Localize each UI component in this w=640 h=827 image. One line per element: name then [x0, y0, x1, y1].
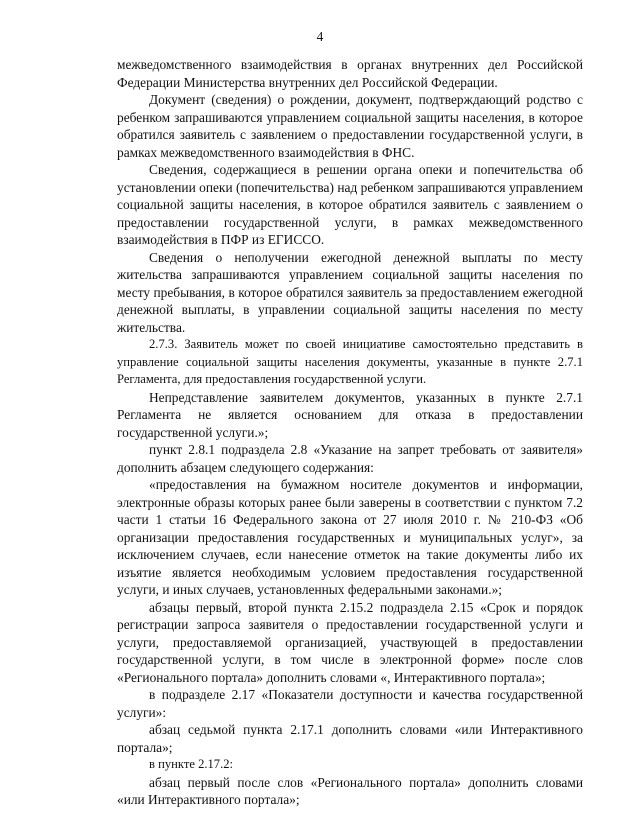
paragraph-clause-2-17-2: в пункте 2.17.2:: [149, 757, 234, 771]
page-number: 4: [316, 29, 324, 44]
paragraph-clause-2-17-1: абзац седьмой пункта 2.17.1 дополнить словами «или Интерактивного портала»;: [117, 722, 583, 755]
paragraph-clause-2-7-3: 2.7.3. Заявитель может по своей инициативе самостоятельно представить в управление социальной защиты населения документы, указанные в пункте 2.7.1 Регламента, для предоставления государственной услуги.: [117, 337, 583, 386]
paragraph-paper-documents-quote: «предоставления на бумажном носителе документов и информации, электронные образы которых ранее были заверены в соответствии с пунктом 7.2 части 1 статьи 16 Федерального закона от 27 июля 2010 г. № 210-ФЗ «Об организации предоставления государственных и муниципальных услуг», за исключением случаев, если нанесение отметок на такие документы либо их изъятие является необходимым условием предоставления государственной услуги, и иных случаев, установленных федеральными законами.»;: [117, 477, 583, 597]
document-body: [117, 56, 583, 809]
paragraph-annual-payment-info: Сведения о неполучении ежегодной денежной выплаты по месту жительства запрашиваются управлением социальной защиты населения по месту пребывания, в которое обратился заявитель за предоставлением ежегодной денежной выплаты, в управлении социальной защиты населения по месту жительства.: [117, 249, 583, 335]
paragraph-birth-document: Документ (сведения) о рождении, документ, подтверждающий родство с ребенком запрашиваются управлением социальной защиты населения, в которое обратился заявитель с заявлением о предоставлении государственной услуги, в рамках межведомственного взаимодействия в ФНС.: [117, 92, 583, 160]
paragraph-non-submission: Непредставление заявителем документов, указанных в пункте 2.7.1 Регламента не является основанием для отказа в предоставлении государственной услуги.»;: [117, 389, 583, 440]
paragraph-continuation-mvd: межведомственного взаимодействия в органах внутренних дел Российской Федерации Министерства внутренних дел Российской Федерации.: [117, 57, 583, 90]
paragraph-guardianship-info: Сведения, содержащиеся в решении органа опеки и попечительства об установлении опеки (попечительства) над ребенком запрашиваются управлением социальной защиты населения, в которое обратился заявитель с заявлением о предоставлении государственной услуги, в рамках межведомственного взаимодействия в ПФР из ЕГИССО.: [117, 162, 583, 247]
paragraph-first-after-words: абзац первый после слов «Регионального портала» дополнить словами «или Интерактивного портала»;: [117, 774, 583, 807]
paragraph-clause-2-15-2: абзацы первый, второй пункта 2.15.2 подраздела 2.15 «Срок и порядок регистрации запроса заявителя о предоставлении государственной услуги и услуги, предоставляемой организацией, участвующей в предоставлении государственной услуги, в том числе в электронной форме» после слов «Регионального портала» дополнить словами «, Интерактивного портала»;: [117, 599, 583, 685]
paragraph-subsection-2-17: в подразделе 2.17 «Показатели доступности и качества государственной услуги»:: [117, 687, 583, 720]
paragraph-clause-2-8-1: пункт 2.8.1 подраздела 2.8 «Указание на запрет требовать от заявителя» дополнить абзацем следующего содержания:: [117, 442, 583, 475]
